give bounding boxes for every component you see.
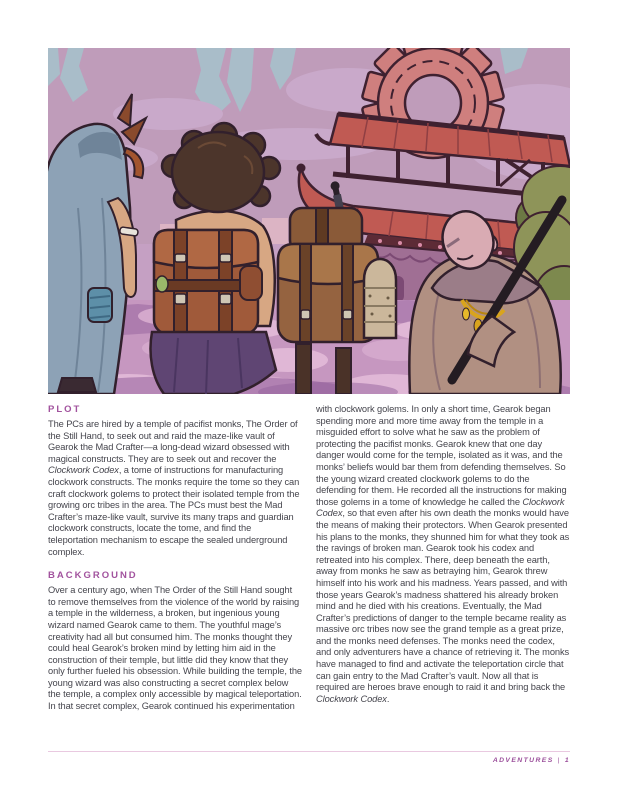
background-paragraph-left: Over a century ago, when The Order of the Still Hand sought to remove themselves from the violence of the world by raising a temple in the wilderness, a broken, but ingenious young wizard named Gearok came to them. The youthful mage’s creativity had all but consumed him. The monks thought they could heal Gearok’s broken mind by letting him aid in the construction of their temple, but little did they know that they only further fueled his obsession. While building the temple, the young wizard was also constructing a secret complex below the temple, a complex only accessible by magical teleportation. In that secret complex, Gearok continued his experimentation (48, 585, 302, 712)
plot-paragraph: The PCs are hired by a temple of pacifist monks, The Order of the Still Hand, to seek out and raid the maze-like vault of Gearok the Mad Crafter—a long-dead wizard obsessed with magical constructs. They are to seek out and recover the Clockwork Codex, a tome of instructions for manufacturing clockwork constructs. The monks require the tome so they can craft clockwork golems to protect their isolated temple from the growing orc tribes in the area. The PCs must best the Mad Crafter’s maze-like vault, survive its many traps and guardian clockwork constructs, locate the tome, and find the teleportation mechanism to escape the sealed underground complex. (48, 419, 300, 557)
page-footer (493, 757, 570, 764)
footer-divider (48, 751, 570, 752)
footer-page-number: 1 (564, 757, 570, 764)
footer-separator: | (557, 757, 561, 764)
cover-illustration (48, 48, 570, 394)
background-paragraph-right: with clockwork golems. In only a short time, Gearok began spending more and more time away from the temple in a misguided effort to solve what he saw as the problem of protecting the pacifist monks. Gearok knew that one day danger would come for the temple, isolated as it was, and the monks’ beliefs would bar them from defending themselves. So the young wizard created clockwork golems to do the defending for them. He recorded all the instructions for making those golems in a tome of knowledge he called the Clockwork Codex, so that even after his own death the monks would have the means of making their protectors. When Gearok presented his plans to the monks, they shunned him for what they took as the ravings of broken man. Gearok took his codex and retreated into his complex. There, deep beneath the earth, away from monks he saw as betraying him, Gearok threw himself into his work and his madness. Years passed, and with those years Gearok’s madness shattered his already broken mind and he died with his creations. Eventually, the Mad Crafter’s predictions of danger to the temple became reality as massive orc tribes now see the grand temple as a great prize, and the monks need defenses. The monks need the codex, and only adventurers have a chance of retrieving it. The monks have managed to find and activate the teleportation circle that can gain entry to the Mad Crafter’s vault. Now all that is required are heroes brave enough to raid it and bring back the Clockwork Codex. (316, 404, 570, 704)
footer-chapter-label: ADVENTURES (492, 757, 554, 764)
two-column-text (48, 404, 570, 713)
right-column (316, 404, 570, 713)
background-heading: BACKGROUND (48, 570, 138, 582)
traveler-figure (151, 123, 281, 394)
cover-illustration-art (48, 48, 570, 394)
left-column (48, 404, 302, 713)
plot-heading: PLOT (48, 404, 82, 415)
